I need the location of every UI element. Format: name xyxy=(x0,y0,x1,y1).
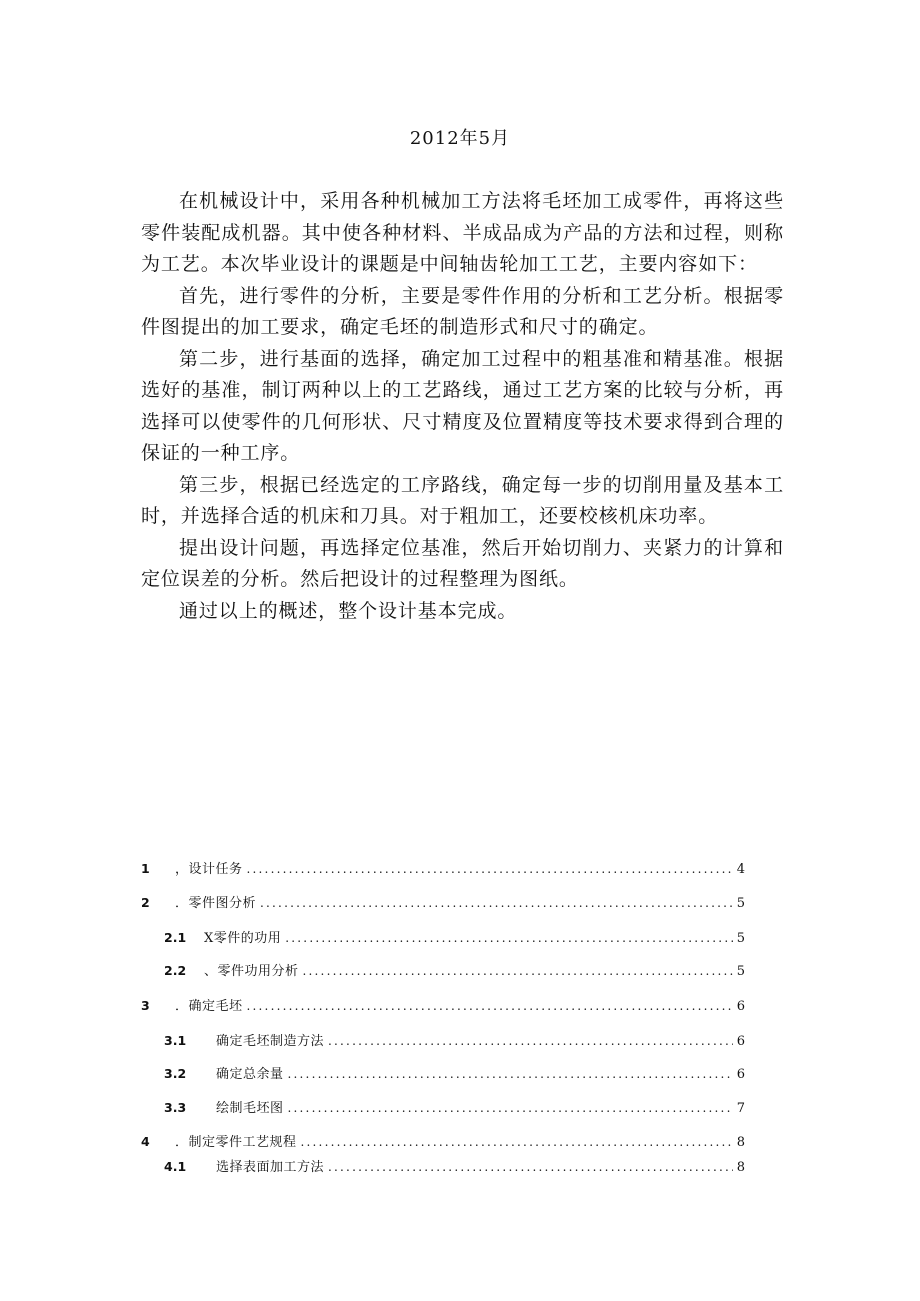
toc-dot-leader xyxy=(328,1160,733,1174)
toc-number: 3 xyxy=(141,998,150,1013)
toc-title: 绘制毛坯图 xyxy=(216,1101,284,1116)
toc-number: 3.1 xyxy=(164,1033,187,1048)
toc-page-number: 5 xyxy=(736,896,745,911)
toc-entry[interactable] xyxy=(141,1131,745,1151)
toc-entry[interactable] xyxy=(141,1097,745,1117)
toc-page-number: 6 xyxy=(736,1034,745,1049)
toc-entry[interactable] xyxy=(141,1030,745,1050)
toc-page-number: 6 xyxy=(736,1067,745,1082)
toc-entry[interactable] xyxy=(141,892,745,912)
toc-page-number: 5 xyxy=(736,931,745,946)
toc-title: ．零件图分析 xyxy=(175,896,257,911)
toc-number: 4.1 xyxy=(164,1159,187,1174)
toc-dot-leader xyxy=(247,999,733,1013)
date-line: 2012年5月 xyxy=(409,128,511,149)
toc-title: 、零件功用分析 xyxy=(204,964,299,979)
toc-entry[interactable] xyxy=(141,960,745,980)
toc-dot-leader xyxy=(285,931,732,945)
abstract-paragraph: 在机械设计中，采用各种机械加工方法将毛坯加工成零件，再将这些零件装配成机器。其中使各种材料、半成品成为产品的方法和过程，则称为工艺。本次毕业设计的课题是中间轴齿轮加工工艺，主要内容如下： xyxy=(141,190,784,275)
abstract-paragraph: 通过以上的概述，整个设计基本完成。 xyxy=(179,599,518,622)
toc-page-number: 8 xyxy=(736,1160,745,1175)
toc-dot-leader xyxy=(303,964,733,978)
toc-title: 确定总余量 xyxy=(216,1067,284,1082)
toc-entry[interactable] xyxy=(141,1156,745,1176)
toc-number: 2.2 xyxy=(164,963,187,978)
toc-title: X零件的功用 xyxy=(204,931,282,946)
toc-page-number: 4 xyxy=(736,862,745,877)
toc-title: ．制定零件工艺规程 xyxy=(175,1135,297,1150)
toc-number: 2.1 xyxy=(164,930,187,945)
toc-page-number: 8 xyxy=(736,1135,745,1150)
abstract-paragraph: 第二步，进行基面的选择，确定加工过程中的粗基准和精基准。根据选好的基准，制订两种以上的工艺路线，通过工艺方案的比较与分析，再选择可以使零件的几何形状、尺寸精度及位置精度等技术要求得到合理的保证的一种工序。 xyxy=(141,347,784,464)
toc-number: 3.2 xyxy=(164,1066,187,1081)
toc-dot-leader xyxy=(247,862,733,876)
toc-entry[interactable] xyxy=(141,995,745,1015)
toc-dot-leader xyxy=(288,1101,733,1115)
abstract-paragraph: 提出设计问题，再选择定位基准，然后开始切削力、夹紧力的计算和定位误差的分析。然后把设计的过程整理为图纸。 xyxy=(141,536,784,590)
toc-entry[interactable] xyxy=(141,1063,745,1083)
toc-dot-leader xyxy=(301,1135,733,1149)
toc-page-number: 6 xyxy=(736,999,745,1014)
abstract-body xyxy=(141,186,784,627)
toc-entry[interactable] xyxy=(141,927,745,947)
toc-dot-leader xyxy=(328,1034,733,1048)
toc-number: 3.3 xyxy=(164,1100,187,1115)
toc-dot-leader xyxy=(260,896,733,910)
toc-number: 2 xyxy=(141,895,150,910)
toc-title: ．确定毛坯 xyxy=(175,999,243,1014)
toc-title: 确定毛坯制造方法 xyxy=(216,1034,325,1049)
toc-page-number: 7 xyxy=(736,1101,745,1116)
toc-entry[interactable] xyxy=(141,858,745,878)
abstract-paragraph: 首先，进行零件的分析，主要是零件作用的分析和工艺分析。根据零件图提出的加工要求，确定毛坯的制造形式和尺寸的确定。 xyxy=(141,284,784,338)
toc-title: 选择表面加工方法 xyxy=(216,1160,325,1175)
abstract-paragraph: 第三步，根据已经选定的工序路线，确定每一步的切削用量及基本工时，并选择合适的机床和刀具。对于粗加工，还要校核机床功率。 xyxy=(141,473,784,527)
toc-number: 1 xyxy=(141,861,150,876)
toc-dot-leader xyxy=(288,1067,733,1081)
toc-title: ，设计任务 xyxy=(175,862,243,877)
toc-page-number: 5 xyxy=(736,964,745,979)
toc-number: 4 xyxy=(141,1134,150,1149)
